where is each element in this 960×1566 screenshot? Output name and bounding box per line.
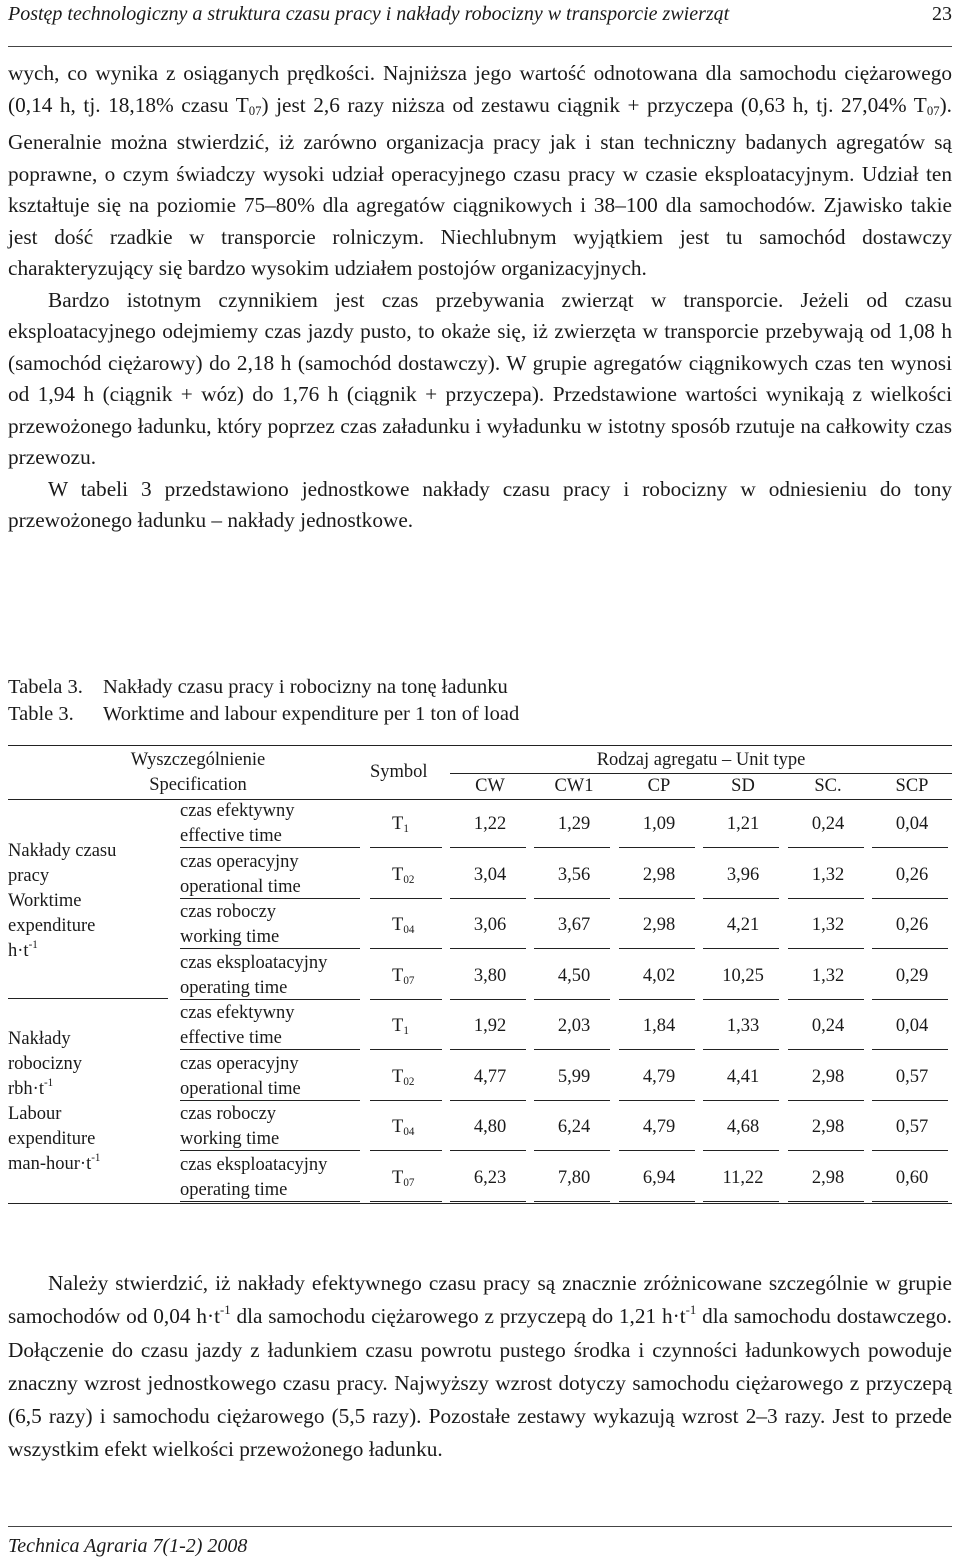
table-cell: 10,25: [722, 965, 764, 986]
row-rule: [180, 1150, 360, 1151]
cell-rule: [534, 948, 610, 949]
symbol-subscript: 1: [403, 1024, 409, 1037]
row-label-en: operational time: [180, 876, 301, 897]
paragraph-1-text-c: ). Generalnie można stwierdzić, iż zarówno organizacja pracy jak i stan techniczny badanych agregatów są poprawne, o czym świadczy wysoki udział operacyjnego czasu pracy w czasie eksploatacyjnym. Udział ten kształtuje się na poziomie 75–80% dla agregatów ciągnikowych i 38–100 dla samochodów. Zjawisko takie jest dość rzadkie w transporcie rolniczym. Niechlubnym wyjątkiem jest tu samochód dostawczy charakteryzujący się bardzo wysokim udziałem postojów organizacyjnych.: [8, 92, 952, 281]
row-rule: [370, 1100, 442, 1101]
table-cell: 1,32: [811, 864, 845, 885]
column-header: CW: [475, 776, 505, 796]
cell-rule: [619, 898, 695, 899]
unit-base: rbh·t: [8, 1079, 44, 1099]
symbol-subscript: 07: [403, 1176, 415, 1189]
table-cell: 11,22: [722, 1167, 764, 1188]
row-label-en: working time: [180, 1129, 280, 1149]
cell-rule: [788, 999, 864, 1000]
table-cell: 3,04: [473, 864, 507, 885]
table-top-rule: [8, 745, 952, 746]
cell-rule: [788, 1150, 864, 1151]
group-labour-unit-en: [8, 1152, 100, 1177]
subscript-07: 07: [248, 103, 262, 118]
cell-rule: [703, 1100, 779, 1101]
group-worktime-line: Worktime: [8, 891, 82, 911]
table-cell: 3,80: [473, 965, 507, 986]
cell-rule: [450, 948, 526, 949]
group-worktime-line: expenditure: [8, 916, 96, 936]
cell-rule: [534, 847, 610, 848]
cell-rule: [872, 847, 948, 848]
cell-rule: [534, 898, 610, 899]
group-separator-left: [8, 998, 168, 999]
row-label-pl: czas eksploatacyjny: [180, 952, 328, 973]
table-cell: 0,29: [895, 965, 929, 986]
cell-rule: [703, 1150, 779, 1151]
paragraph-3: W tabeli 3 przedstawiono jednostkowe nakłady czasu pracy i robocizny w odniesieniu do tony przewożonego ładunku – nakłady jednostkowe.: [8, 476, 952, 533]
row-rule: [370, 1049, 442, 1050]
body-paragraph-bottom: [8, 1267, 952, 1467]
symbol-letter: T: [392, 864, 404, 885]
header-unit-type-rule: [450, 773, 952, 774]
cell-rule: [450, 898, 526, 899]
row-symbol: [392, 915, 414, 936]
table-cell: 1,33: [726, 1016, 760, 1036]
symbol-letter: T: [392, 915, 404, 935]
cell-rule: [450, 847, 526, 848]
group-labour-line: Nakłady: [8, 1029, 71, 1049]
row-rule: [180, 1100, 360, 1101]
cell-rule: [872, 1201, 948, 1202]
cell-rule: [450, 1150, 526, 1151]
group-worktime-line: pracy: [8, 866, 50, 886]
table-cell: 6,23: [473, 1167, 507, 1188]
table-cell: 1,22: [473, 814, 507, 834]
cell-rule: [703, 948, 779, 949]
row-rule: [370, 847, 442, 848]
cell-rule: [450, 1049, 526, 1050]
table-cell: 1,29: [557, 814, 591, 834]
unit-sup: -1: [28, 939, 38, 952]
cell-rule: [534, 1049, 610, 1050]
table-cell: 0,04: [895, 1016, 929, 1036]
table-cell: 1,92: [473, 1016, 507, 1036]
paragraph-4: [8, 1267, 952, 1467]
table-cell: 4,77: [473, 1066, 507, 1087]
group-labour-label: [8, 1027, 100, 1177]
cell-rule: [872, 898, 948, 899]
table-cell: 4,79: [642, 1117, 676, 1137]
row-rule: [180, 999, 360, 1000]
row-rule: [370, 1150, 442, 1151]
paragraph-1-text-a: wych, co wynika z osiąganych prędkości. Najniższa jego wartość odnotowana dla samochodu ciężarowego (0,14 h, tj. 18,18% czasu T: [8, 61, 952, 117]
table-caption-en-text: Worktime and labour expenditure per 1 ton of load: [103, 703, 520, 725]
symbol-letter: T: [392, 965, 404, 986]
header-bottom-rule: [8, 799, 952, 800]
cell-rule: [788, 847, 864, 848]
column-header: CW1: [554, 776, 594, 796]
table-caption-pl: [8, 676, 508, 699]
cell-rule: [872, 999, 948, 1000]
row-label-pl: czas operacyjny: [180, 851, 299, 872]
table-caption-en: [8, 703, 519, 726]
table-caption-pl-label: Tabela 3.: [8, 676, 83, 698]
row-label-en: operating time: [180, 1179, 288, 1200]
row-rule: [370, 898, 442, 899]
column-header: SCP: [895, 776, 929, 796]
group-worktime-line: Nakłady czasu: [8, 841, 117, 861]
row-label-pl: czas roboczy: [180, 1104, 277, 1124]
cell-rule: [534, 1100, 610, 1101]
table-bottom-rule: [8, 1203, 952, 1204]
cell-rule: [534, 999, 610, 1000]
column-header: SC.: [814, 776, 842, 796]
superscript-minus-1: -1: [685, 1303, 697, 1318]
cell-rule: [534, 1201, 610, 1202]
cell-rule: [619, 999, 695, 1000]
row-rule: [370, 948, 442, 949]
table-cell: 4,50: [557, 965, 591, 986]
row-rule: [180, 847, 360, 848]
table-cell: 2,03: [557, 1016, 591, 1036]
group-labour-line: Labour: [8, 1104, 62, 1124]
table-cell: 4,21: [726, 915, 760, 935]
symbol-letter: T: [392, 1016, 404, 1036]
row-rule: [180, 948, 360, 949]
unit-base: h·t: [8, 941, 29, 961]
unit-sup: -1: [43, 1077, 54, 1090]
column-header: CP: [647, 776, 671, 796]
symbol-letter: T: [392, 1167, 404, 1188]
page-number: 23: [932, 3, 952, 25]
table-cell: 6,94: [642, 1167, 676, 1188]
table-cell: 7,80: [557, 1167, 591, 1188]
table-cell: 0,57: [895, 1117, 929, 1137]
paragraph-4-text-b: dla samochodu ciężarowego z przyczepą do 1,21 h·t: [230, 1304, 686, 1329]
group-worktime-unit: [8, 939, 116, 964]
cell-rule: [450, 1100, 526, 1101]
cell-rule: [619, 1150, 695, 1151]
row-label-en: effective time: [180, 826, 282, 846]
group-labour-line: robocizny: [8, 1054, 82, 1074]
paragraph-4-text-a: Należy stwierdzić, iż nakłady efektywnego czasu pracy są znacznie zróżnicowane szczególnie w grupie samochodów od 0,04 h·t: [8, 1271, 952, 1329]
cell-rule: [788, 1201, 864, 1202]
paragraph-2: Bardzo istotnym czynnikiem jest czas przebywania zwierząt w transporcie. Jeżeli od czasu eksploatacyjnego odejmiemy czas jazdy pusto, to okaże się, iż zwierzęta w transporcie przebywają od 1,08 h (samochód ciężarowy) do 2,18 h (samochód dostawczy). W grupie agregatów ciągnikowych czas ten wynosi od 1,94 h (ciągnik + wóz) do 1,76 h (ciągnik + przyczepa). Przedstawione wartości wynikają z wielkości przewożonego ładunku, który poprzez czas załadunku i wyładunku w istotny sposób rzutuje na całkowity czas przewozu.: [8, 287, 952, 470]
table-cell: 0,24: [811, 814, 845, 834]
row-symbol: [392, 1117, 414, 1138]
cell-rule: [450, 1201, 526, 1202]
row-symbol: [392, 1067, 414, 1088]
header-symbol: Symbol: [370, 762, 428, 782]
symbol-subscript: 02: [403, 873, 415, 886]
cell-rule: [534, 1150, 610, 1151]
row-label-pl: czas operacyjny: [180, 1053, 299, 1074]
symbol-subscript: 02: [403, 1075, 415, 1088]
cell-rule: [788, 1100, 864, 1101]
table-cell: 2,98: [811, 1167, 845, 1188]
table-cell: 4,79: [642, 1066, 676, 1087]
table-cell: 2,98: [811, 1117, 845, 1137]
table-cell: 2,98: [642, 915, 676, 935]
cell-rule: [619, 847, 695, 848]
subscript-07: 07: [926, 103, 940, 118]
table-cell: 1,32: [811, 965, 845, 986]
table-cell: 2,98: [642, 864, 676, 885]
row-label-pl: czas efektywny: [180, 801, 295, 821]
row-symbol: [392, 1168, 414, 1189]
cell-rule: [788, 898, 864, 899]
footer-journal: Technica Agraria 7(1-2) 2008: [8, 1526, 952, 1558]
table-cell: 1,09: [642, 814, 676, 834]
paragraph-4-text-c: dla samochodu dostawczego. Dołączenie do czasu jazdy z ładunkiem czasu powrotu pustego środka i czynności ładunkowych powoduje znaczny wzrost jednostkowego czasu pracy. Najwyższy wzrost dotyczy samochodu ciężarowego z przyczepą (6,5 razy) i samochodu ciężarowego (5,5 razy). Pozostałe zestawy wykazują wzrost 2–3 razy. Jest to przede wszystkim efekt wielkości przewożonego ładunku.: [8, 1304, 953, 1462]
table-cell: 1,84: [642, 1016, 676, 1036]
cell-rule: [703, 1049, 779, 1050]
cell-rule: [788, 1049, 864, 1050]
cell-rule: [450, 999, 526, 1000]
symbol-subscript: 04: [403, 923, 415, 936]
row-rule: [370, 1201, 442, 1202]
row-symbol: [392, 966, 414, 987]
symbol-subscript: 07: [403, 974, 415, 987]
running-header: [8, 0, 952, 47]
cell-rule: [619, 948, 695, 949]
symbol-subscript: 1: [403, 822, 409, 835]
group-labour-unit: [8, 1077, 100, 1102]
cell-rule: [619, 1049, 695, 1050]
paragraph-1-text-b: ) jest 2,6 razy niższa od zestawu ciągnik + przyczepa (0,63 h, tj. 27,04% T: [261, 92, 927, 117]
row-label-pl: czas efektywny: [180, 1003, 295, 1023]
table-cell: 0,57: [895, 1066, 929, 1087]
table-cell: 5,99: [557, 1066, 591, 1087]
group-worktime-label: [8, 839, 116, 964]
unit-sup: -1: [91, 1152, 101, 1165]
row-label-en: operational time: [180, 1078, 301, 1099]
table-cell: 1,32: [811, 915, 845, 935]
row-label-en: effective time: [180, 1028, 282, 1048]
row-symbol: [392, 865, 414, 886]
cell-rule: [872, 1100, 948, 1101]
cell-rule: [703, 999, 779, 1000]
row-label-pl: czas eksploatacyjny: [180, 1154, 328, 1175]
table-cell: 0,24: [811, 1016, 845, 1036]
cell-rule: [703, 898, 779, 899]
cell-rule: [619, 1100, 695, 1101]
superscript-minus-1: -1: [220, 1303, 231, 1318]
cell-rule: [872, 1049, 948, 1050]
cell-rule: [703, 1201, 779, 1202]
row-rule: [180, 1049, 360, 1050]
paragraph-1: [8, 58, 952, 285]
table-caption-en-label: Table 3.: [8, 703, 74, 725]
table-cell: 4,41: [726, 1066, 760, 1087]
table-cell: 6,24: [557, 1117, 591, 1137]
row-symbol: [392, 814, 409, 835]
cell-rule: [788, 948, 864, 949]
cell-rule: [872, 948, 948, 949]
table-cell: 0,26: [895, 864, 929, 885]
cell-rule: [703, 847, 779, 848]
data-table: [8, 745, 952, 1205]
symbol-letter: T: [392, 1066, 404, 1087]
row-label-pl: czas roboczy: [180, 902, 277, 922]
symbol-letter: T: [392, 814, 404, 834]
table-caption-pl-text: Nakłady czasu pracy i robocizny na tonę ładunku: [103, 676, 508, 698]
table-cell: 3,96: [726, 864, 760, 885]
table-cell: 0,26: [895, 915, 929, 935]
table-cell: 1,21: [726, 814, 760, 834]
cell-rule: [619, 1201, 695, 1202]
header-unit-type: Rodzaj agregatu – Unit type: [596, 750, 806, 770]
running-header-title: Postęp technologiczny a struktura czasu pracy i nakłady robocizny w transporcie zwierząt: [8, 3, 730, 25]
unit-base: man-hour·t: [8, 1154, 92, 1174]
symbol-letter: T: [392, 1117, 404, 1137]
symbol-subscript: 04: [403, 1125, 415, 1138]
body-paragraphs-top: [8, 58, 952, 537]
row-rule: [180, 1201, 360, 1202]
row-label-en: operating time: [180, 977, 288, 998]
row-label-en: working time: [180, 927, 280, 947]
table-cell: 0,04: [895, 814, 929, 834]
table-cell: 3,06: [473, 915, 507, 935]
table-cell: 4,80: [473, 1117, 507, 1137]
header-specification-pl: Wyszczególnienie: [130, 750, 266, 770]
table-cell: 0,60: [895, 1167, 929, 1188]
row-rule: [180, 898, 360, 899]
table-cell: 4,68: [726, 1117, 760, 1137]
table-cell: 3,56: [557, 864, 591, 885]
cell-rule: [872, 1150, 948, 1151]
table-cell: 2,98: [811, 1066, 845, 1087]
header-specification-en: Specification: [149, 775, 247, 795]
row-rule: [370, 999, 442, 1000]
table-cell: 3,67: [557, 915, 591, 935]
group-labour-line: expenditure: [8, 1129, 96, 1149]
row-symbol: [392, 1016, 409, 1037]
column-header: SD: [731, 776, 755, 796]
table-cell: 4,02: [642, 965, 676, 986]
